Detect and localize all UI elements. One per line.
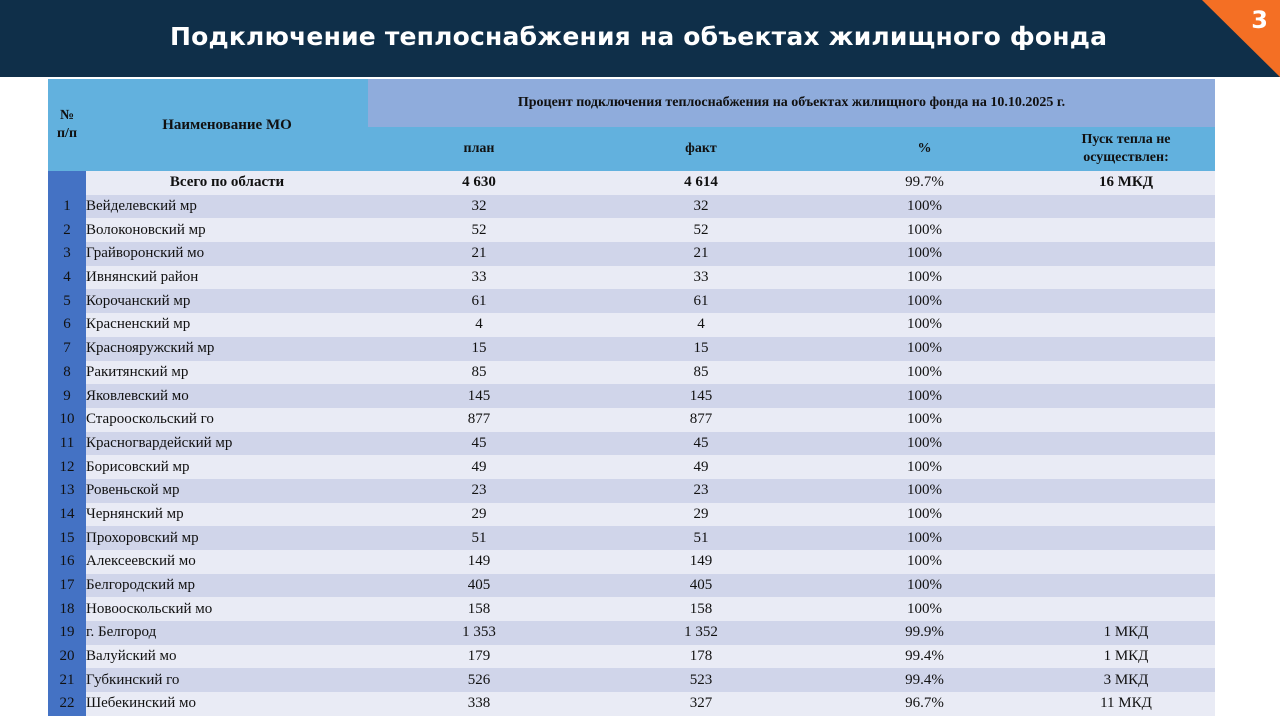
row-percent: 100% <box>812 337 1037 361</box>
row-number: 6 <box>48 313 86 337</box>
table-row <box>48 242 1215 266</box>
row-percent: 100% <box>812 195 1037 219</box>
row-percent: 100% <box>812 432 1037 456</box>
row-number: 13 <box>48 479 86 503</box>
row-no-heat <box>1037 479 1215 503</box>
table-row <box>48 621 1215 645</box>
row-plan: 52 <box>368 218 590 242</box>
row-name: Шебекинский мо <box>86 692 368 716</box>
column-header-name: Наименование МО <box>86 79 368 171</box>
row-percent: 100% <box>812 550 1037 574</box>
row-no-heat <box>1037 361 1215 385</box>
row-fact: 33 <box>590 266 812 290</box>
row-name: Борисовский мр <box>86 455 368 479</box>
row-percent: 99.9% <box>812 621 1037 645</box>
row-plan: 405 <box>368 574 590 598</box>
row-plan: 338 <box>368 692 590 716</box>
row-name: Чернянский мр <box>86 503 368 527</box>
row-number <box>48 171 86 195</box>
row-number: 2 <box>48 218 86 242</box>
row-fact: 23 <box>590 479 812 503</box>
row-no-heat <box>1037 574 1215 598</box>
table-row <box>48 692 1215 716</box>
row-plan: 61 <box>368 289 590 313</box>
row-no-heat <box>1037 597 1215 621</box>
row-name: Волоконовский мр <box>86 218 368 242</box>
row-number: 10 <box>48 408 86 432</box>
row-number: 3 <box>48 242 86 266</box>
row-name: Алексеевский мо <box>86 550 368 574</box>
row-plan: 1 353 <box>368 621 590 645</box>
column-header-plan: план <box>368 127 590 171</box>
total-row <box>48 171 1215 195</box>
table-row <box>48 668 1215 692</box>
table-row <box>48 645 1215 669</box>
row-number: 21 <box>48 668 86 692</box>
row-no-heat <box>1037 337 1215 361</box>
row-fact: 1 352 <box>590 621 812 645</box>
row-fact: 15 <box>590 337 812 361</box>
table-row <box>48 455 1215 479</box>
row-fact: 29 <box>590 503 812 527</box>
row-percent: 100% <box>812 266 1037 290</box>
row-plan: 149 <box>368 550 590 574</box>
table-row <box>48 432 1215 456</box>
row-fact: 145 <box>590 384 812 408</box>
total-percent: 99.7% <box>812 171 1037 195</box>
row-fact: 52 <box>590 218 812 242</box>
row-plan: 158 <box>368 597 590 621</box>
table-row <box>48 289 1215 313</box>
row-no-heat <box>1037 384 1215 408</box>
row-plan: 33 <box>368 266 590 290</box>
row-name: Красногвардейский мр <box>86 432 368 456</box>
row-plan: 45 <box>368 432 590 456</box>
table-row <box>48 195 1215 219</box>
row-name: г. Белгород <box>86 621 368 645</box>
row-number: 7 <box>48 337 86 361</box>
page-title: Подключение теплоснабжения на объектах жилищного фонда <box>170 22 1108 51</box>
column-header-no-heat-label: Пуск тепла не осуществлен: <box>1081 132 1171 165</box>
column-header-number-label: № п/п <box>56 108 78 141</box>
row-no-heat <box>1037 266 1215 290</box>
row-fact: 85 <box>590 361 812 385</box>
table-row <box>48 266 1215 290</box>
table-row <box>48 408 1215 432</box>
row-no-heat <box>1037 455 1215 479</box>
row-plan: 85 <box>368 361 590 385</box>
row-plan: 179 <box>368 645 590 669</box>
row-name: Грайворонский мо <box>86 242 368 266</box>
table-row <box>48 384 1215 408</box>
row-name: Ивнянский район <box>86 266 368 290</box>
table-row <box>48 337 1215 361</box>
row-number: 16 <box>48 550 86 574</box>
row-plan: 4 <box>368 313 590 337</box>
row-fact: 158 <box>590 597 812 621</box>
row-number: 18 <box>48 597 86 621</box>
row-plan: 526 <box>368 668 590 692</box>
row-percent: 100% <box>812 218 1037 242</box>
row-no-heat <box>1037 526 1215 550</box>
table-row <box>48 550 1215 574</box>
table-row <box>48 526 1215 550</box>
table-row <box>48 218 1215 242</box>
column-header-number <box>48 79 86 171</box>
column-header-no-heat <box>1037 127 1215 171</box>
column-header-percent: % <box>812 127 1037 171</box>
row-percent: 100% <box>812 455 1037 479</box>
row-percent: 99.4% <box>812 668 1037 692</box>
row-name: Прохоровский мр <box>86 526 368 550</box>
row-no-heat <box>1037 408 1215 432</box>
row-name: Губкинский го <box>86 668 368 692</box>
row-fact: 61 <box>590 289 812 313</box>
row-percent: 100% <box>812 408 1037 432</box>
row-percent: 100% <box>812 479 1037 503</box>
header-bar <box>0 0 1280 77</box>
row-name: Яковлевский мо <box>86 384 368 408</box>
row-number: 20 <box>48 645 86 669</box>
row-name: Вейделевский мр <box>86 195 368 219</box>
row-plan: 49 <box>368 455 590 479</box>
row-plan: 23 <box>368 479 590 503</box>
row-fact: 523 <box>590 668 812 692</box>
row-name: Старооскольский го <box>86 408 368 432</box>
row-plan: 21 <box>368 242 590 266</box>
total-name: Всего по области <box>86 171 368 195</box>
row-fact: 21 <box>590 242 812 266</box>
row-plan: 29 <box>368 503 590 527</box>
row-plan: 32 <box>368 195 590 219</box>
row-percent: 99.4% <box>812 645 1037 669</box>
table-row <box>48 313 1215 337</box>
row-number: 14 <box>48 503 86 527</box>
row-name: Краснояружский мр <box>86 337 368 361</box>
total-plan: 4 630 <box>368 171 590 195</box>
column-header-fact: факт <box>590 127 812 171</box>
row-fact: 877 <box>590 408 812 432</box>
row-number: 5 <box>48 289 86 313</box>
row-name: Красненский мр <box>86 313 368 337</box>
row-no-heat <box>1037 550 1215 574</box>
table-row <box>48 361 1215 385</box>
row-name: Белгородский мр <box>86 574 368 598</box>
row-number: 12 <box>48 455 86 479</box>
row-no-heat <box>1037 432 1215 456</box>
row-no-heat <box>1037 289 1215 313</box>
row-number: 17 <box>48 574 86 598</box>
row-percent: 100% <box>812 597 1037 621</box>
row-percent: 100% <box>812 242 1037 266</box>
row-percent: 100% <box>812 503 1037 527</box>
row-percent: 100% <box>812 526 1037 550</box>
slide-number: 3 <box>1251 6 1268 34</box>
row-name: Валуйский мо <box>86 645 368 669</box>
row-no-heat: 1 МКД <box>1037 645 1215 669</box>
row-percent: 100% <box>812 574 1037 598</box>
row-no-heat <box>1037 313 1215 337</box>
row-plan: 877 <box>368 408 590 432</box>
row-number: 1 <box>48 195 86 219</box>
row-fact: 327 <box>590 692 812 716</box>
row-number: 15 <box>48 526 86 550</box>
row-name: Новооскольский мо <box>86 597 368 621</box>
row-number: 19 <box>48 621 86 645</box>
total-no-heat: 16 МКД <box>1037 171 1215 195</box>
row-name: Ровеньской мр <box>86 479 368 503</box>
row-number: 4 <box>48 266 86 290</box>
row-percent: 96.7% <box>812 692 1037 716</box>
row-no-heat <box>1037 503 1215 527</box>
row-fact: 32 <box>590 195 812 219</box>
row-fact: 51 <box>590 526 812 550</box>
row-name: Ракитянский мр <box>86 361 368 385</box>
row-percent: 100% <box>812 313 1037 337</box>
row-number: 8 <box>48 361 86 385</box>
table-row <box>48 574 1215 598</box>
row-plan: 15 <box>368 337 590 361</box>
row-plan: 51 <box>368 526 590 550</box>
row-number: 9 <box>48 384 86 408</box>
row-no-heat <box>1037 218 1215 242</box>
row-percent: 100% <box>812 289 1037 313</box>
row-no-heat: 1 МКД <box>1037 621 1215 645</box>
row-no-heat <box>1037 242 1215 266</box>
table-row <box>48 597 1215 621</box>
table-row <box>48 503 1215 527</box>
row-number: 22 <box>48 692 86 716</box>
row-fact: 178 <box>590 645 812 669</box>
row-number: 11 <box>48 432 86 456</box>
row-no-heat: 3 МКД <box>1037 668 1215 692</box>
row-fact: 49 <box>590 455 812 479</box>
total-fact: 4 614 <box>590 171 812 195</box>
group-header: Процент подключения теплоснабжения на объектах жилищного фонда на 10.10.2025 г. <box>368 79 1215 127</box>
row-fact: 149 <box>590 550 812 574</box>
row-percent: 100% <box>812 361 1037 385</box>
table-row <box>48 479 1215 503</box>
heating-connection-table <box>48 79 1215 716</box>
row-plan: 145 <box>368 384 590 408</box>
row-no-heat <box>1037 195 1215 219</box>
row-no-heat: 11 МКД <box>1037 692 1215 716</box>
row-fact: 405 <box>590 574 812 598</box>
row-percent: 100% <box>812 384 1037 408</box>
row-fact: 4 <box>590 313 812 337</box>
row-fact: 45 <box>590 432 812 456</box>
row-name: Корочанский мр <box>86 289 368 313</box>
